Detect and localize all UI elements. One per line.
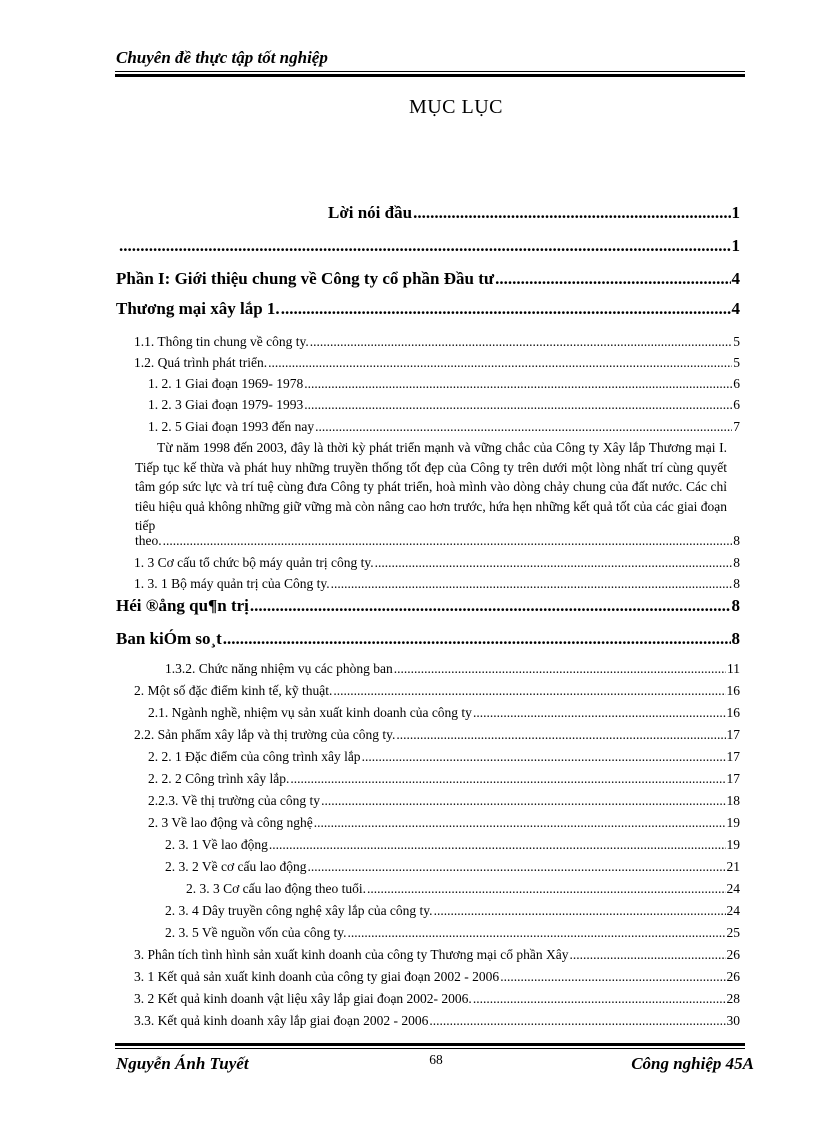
toc-entry[interactable]	[134, 947, 740, 963]
toc-entry-title: 2. 2. 2 Công trình xây lắp.	[148, 771, 290, 786]
toc-entry-page: 4	[731, 299, 740, 318]
toc-entry[interactable]	[134, 355, 740, 371]
toc-entry[interactable]	[134, 969, 740, 985]
toc-entry-page: 1	[731, 203, 740, 222]
toc-entry[interactable]	[148, 376, 740, 392]
toc-entry[interactable]	[134, 727, 740, 743]
toc-entry-title: 1.1. Thông tin chung về công ty.	[134, 334, 309, 349]
toc-entry[interactable]	[165, 903, 740, 919]
toc-entry-page: 18	[726, 793, 740, 808]
footer-author: Nguyễn Ánh Tuyết	[116, 1054, 249, 1073]
toc-entry-page: 24	[726, 881, 740, 896]
toc-entry[interactable]	[134, 683, 740, 699]
toc-entry-title: theo.	[135, 533, 162, 548]
toc-entry-title: Phần I: Giới thiệu chung về Công ty cổ phần Đầu tư	[116, 269, 495, 288]
toc-entry-page: 25	[726, 925, 740, 940]
toc-entry-title: 1. 2. 3 Giai đoạn 1979- 1993	[148, 397, 304, 412]
toc-entry-page: 26	[726, 969, 740, 984]
toc-entry-page: 17	[726, 727, 740, 742]
toc-entry-title: 1.3.2. Chức năng nhiệm vụ các phòng ban	[165, 661, 393, 676]
toc-entry-title: 2.2.3. Về thị trường của công ty	[148, 793, 321, 808]
toc-entry-title: 2. 3. 4 Dây truyền công nghệ xây lắp của công ty.	[165, 903, 433, 918]
toc-entry-title: 2. 3. 5 Về nguồn vốn của công ty.	[165, 925, 347, 940]
toc-entry-page: 11	[727, 661, 740, 676]
toc-entry-title: 2. Một số đặc điểm kinh tế, kỹ thuật.	[134, 683, 333, 698]
toc-entry-title: 1.2. Quá trình phát triển.	[134, 355, 268, 370]
toc-entry-page: 19	[726, 815, 740, 830]
toc-entry-page: 8	[733, 555, 740, 570]
page-title: MỤC LỤC	[408, 96, 504, 118]
toc-entry-page: 17	[726, 771, 740, 786]
toc-entry-page: 8	[731, 596, 740, 615]
toc-entry-page: 19	[726, 837, 740, 852]
toc-entry-page: 8	[733, 576, 740, 591]
toc-entry-page: 5	[733, 334, 740, 349]
toc-entry-title: 2.1. Ngành nghề, nhiệm vụ sản xuất kinh doanh của công ty	[148, 705, 472, 720]
toc-entry[interactable]	[148, 419, 740, 435]
toc-entry-hoi-dong[interactable]	[116, 596, 740, 616]
toc-entry-page: 28	[726, 991, 740, 1006]
header-title: Chuyên đề thực tập tốt nghiệp	[116, 48, 328, 67]
footer-rule-thin	[115, 1048, 745, 1049]
toc-entry-title: 3. 1 Kết quả sản xuất kinh doanh của công ty giai đoạn 2002 - 2006	[134, 969, 500, 984]
toc-entry-phan-1[interactable]	[116, 269, 740, 289]
toc-entry-title: 2. 2. 1 Đặc điểm của công trình xây lắp	[148, 749, 361, 764]
toc-entry[interactable]	[134, 334, 740, 350]
toc-entry-page: 8	[733, 533, 740, 548]
toc-entry[interactable]	[134, 576, 740, 592]
toc-entry[interactable]	[165, 925, 740, 941]
toc-entry-page: 21	[726, 859, 740, 874]
toc-entry-page: 30	[726, 1013, 740, 1028]
toc-entry-title: 1. 2. 1 Giai đoạn 1969- 1978	[148, 376, 304, 391]
toc-entry-page: 24	[726, 903, 740, 918]
toc-entry[interactable]	[148, 749, 740, 765]
toc-entry-ban-kiem-soat[interactable]	[116, 629, 740, 649]
toc-entry[interactable]	[165, 837, 740, 853]
toc-entry-page: 5	[733, 355, 740, 370]
toc-entry-title: 1. 3. 1 Bộ máy quản trị của Công ty.	[134, 576, 330, 591]
toc-entry-title: Ban kiÓm so¸t	[116, 629, 222, 648]
toc-entry-page: 7	[733, 419, 740, 434]
toc-entry-title: 2. 3. 2 Về cơ cấu lao động	[165, 859, 307, 874]
footer-rule-thick	[115, 1043, 745, 1046]
toc-entry[interactable]	[134, 1013, 740, 1029]
toc-entry-title: Héi ®ång qu¶n trị	[116, 596, 249, 615]
toc-entry-page: 6	[733, 376, 740, 391]
footer-class: Công nghiệp 45A	[631, 1054, 754, 1073]
toc-entry-page: 16	[726, 705, 740, 720]
toc-paragraph: Từ năm 1998 đến 2003, đây là thời kỳ phát triển mạnh và vững chắc của Công ty Xây lắp Thương mại I. Tiếp tục kế thừa và phát huy những truyền thống tốt đẹp của Công ty trên dưới một lòng nhất trí cùng quyết tâm góp sức lực và trí tuệ cùng đưa Công ty phát triển, hoà mình vào dòng chảy chung của đất nước. Các chỉ tiêu hiệu quả không những giữ vững mà còn nâng cao hơn trước, hứa hẹn những kết quả tốt của các giai đoạn tiếp	[135, 440, 727, 533]
toc-entry[interactable]	[186, 881, 740, 897]
toc-entry-untitled[interactable]	[118, 236, 740, 256]
toc-entry-loi-noi-dau[interactable]	[328, 203, 740, 223]
toc-entry[interactable]	[134, 555, 740, 571]
toc-entry[interactable]	[148, 793, 740, 809]
toc-entry-title: 2.2. Sản phẩm xây lắp và thị trường của công ty.	[134, 727, 396, 742]
toc-entry-page: 6	[733, 397, 740, 412]
toc-entry-title: 1. 2. 5 Giai đoạn 1993 đến nay	[148, 419, 315, 434]
toc-entry-title: 2. 3. 1 Về lao động	[165, 837, 268, 852]
toc-entry-page: 4	[731, 269, 740, 288]
toc-entry-title: Lời nói đầu	[328, 203, 413, 222]
toc-entry[interactable]	[148, 771, 740, 787]
toc-entry-title: 3.3. Kết quả kinh doanh xây lắp giai đoạn 2002 - 2006	[134, 1013, 429, 1028]
toc-entry[interactable]	[165, 859, 740, 875]
toc-entry-page: 17	[726, 749, 740, 764]
toc-entry[interactable]	[148, 815, 740, 831]
toc-entry-page: 26	[726, 947, 740, 962]
toc-entry[interactable]	[148, 397, 740, 413]
toc-entry-title: 2. 3 Về lao động và công nghệ	[148, 815, 313, 830]
toc-entry[interactable]	[135, 533, 740, 549]
toc-entry-page: 8	[731, 629, 740, 648]
toc-entry-title: 1. 3 Cơ cấu tổ chức bộ máy quản trị công ty.	[134, 555, 374, 570]
toc-entry-title: 3. 2 Kết quả kinh doanh vật liệu xây lắp giai đoạn 2002- 2006.	[134, 991, 472, 1006]
page-number: 68	[429, 1052, 443, 1067]
toc-entry-page: 1	[731, 236, 740, 255]
toc-entry-title: 2. 3. 3 Cơ cấu lao động theo tuổi.	[186, 881, 366, 896]
toc-entry[interactable]	[165, 661, 740, 677]
toc-entry[interactable]	[148, 705, 740, 721]
toc-entry[interactable]	[134, 991, 740, 1007]
toc-entry-title: 3. Phân tích tình hình sản xuất kinh doanh của công ty Thương mại cổ phần Xây	[134, 947, 569, 962]
toc-entry-page: 16	[726, 683, 740, 698]
toc-entry-thuong-mai[interactable]	[116, 299, 740, 319]
toc-entry-title: Thương mại xây lắp 1.	[116, 299, 280, 318]
